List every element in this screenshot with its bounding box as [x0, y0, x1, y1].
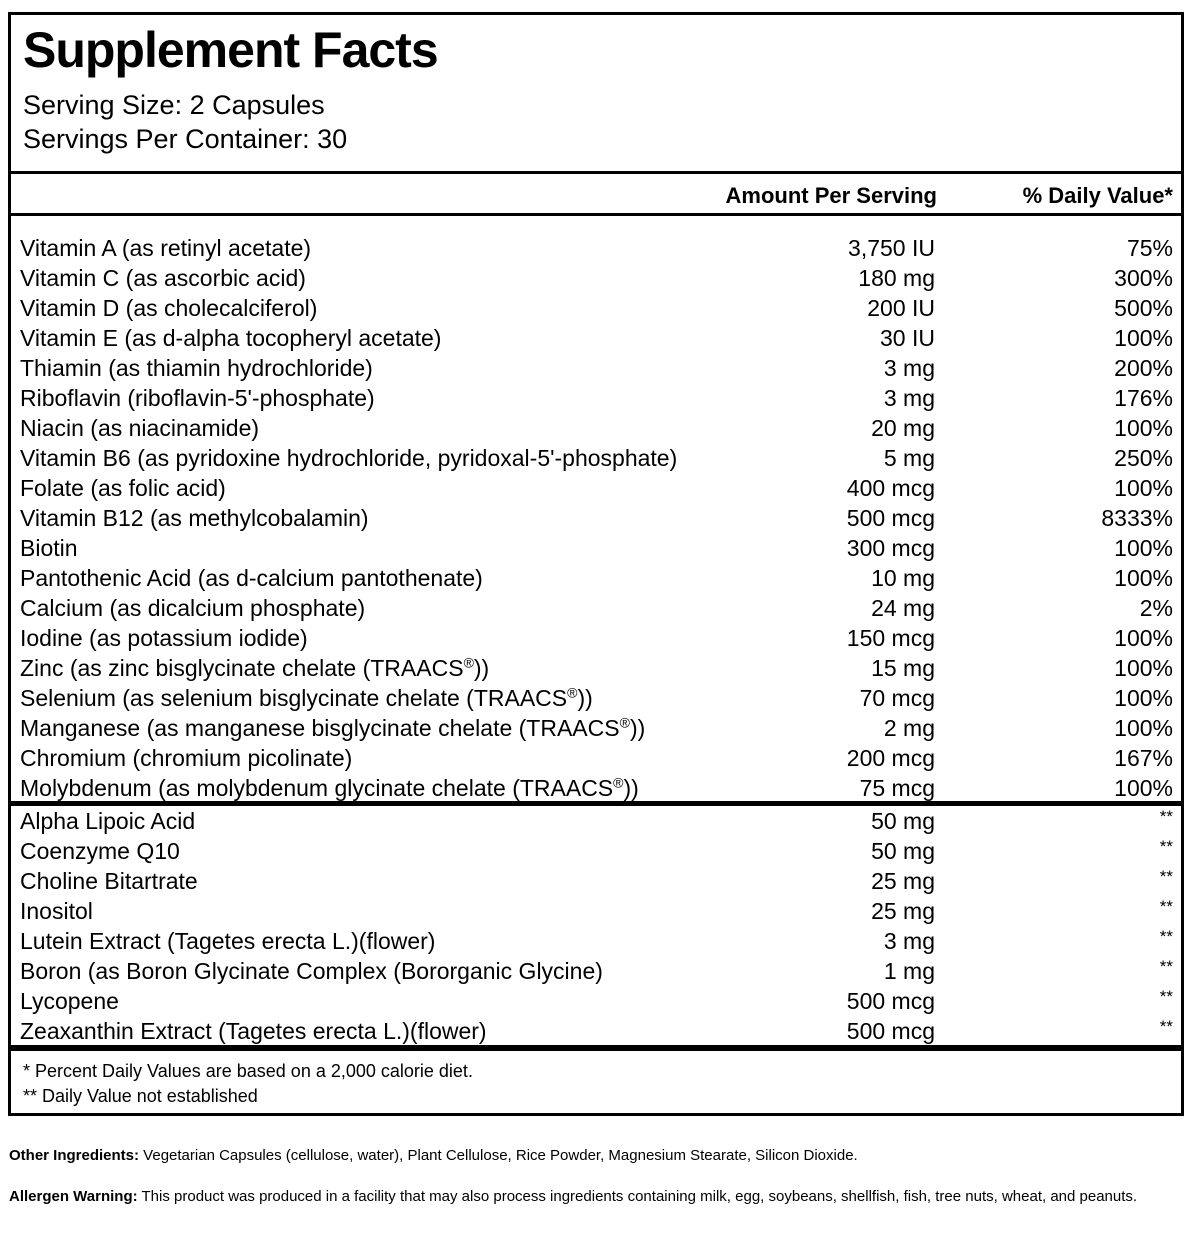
daily-value: 100% — [1114, 535, 1173, 561]
ingredient-name: Alpha Lipoic Acid — [20, 808, 196, 834]
ingredient-name: Zinc (as zinc bisglycinate chelate (TRAACS®)) — [20, 654, 490, 681]
amount-per-serving: 10 mg — [871, 565, 935, 591]
footnote-percent-dv: * Percent Daily Values are based on a 2,000 calorie diet. — [23, 1061, 473, 1081]
amount-per-serving: 20 mg — [871, 415, 935, 441]
ingredient-name: Inositol — [20, 898, 93, 924]
ingredient-name: Vitamin B6 (as pyridoxine hydrochloride, pyridoxal-5'-phosphate) — [20, 445, 678, 471]
daily-value-column-header: % Daily Value* — [1022, 183, 1173, 208]
amount-per-serving: 2 mg — [883, 715, 935, 741]
daily-value: 100% — [1114, 775, 1173, 801]
table-row — [11, 1016, 1181, 1046]
ingredient-name: Niacin (as niacinamide) — [20, 415, 260, 441]
amount-per-serving: 50 mg — [871, 838, 935, 864]
ingredient-name: Thiamin (as thiamin hydrochloride) — [20, 355, 373, 381]
other-ingredients-text: Vegetarian Capsules (cellulose, water), Plant Cellulose, Rice Powder, Magnesium Stearate, Silicon Dioxide. — [139, 1147, 858, 1164]
ingredient-name: Iodine (as potassium iodide) — [20, 625, 308, 651]
daily-value: 500% — [1114, 295, 1173, 321]
ingredient-name: Vitamin C (as ascorbic acid) — [20, 265, 306, 291]
amount-per-serving: 500 mcg — [846, 1018, 935, 1044]
serving-size: Serving Size: 2 Capsules — [23, 90, 325, 120]
ingredient-name: Selenium (as selenium bisglycinate chelate (TRAACS®)) — [20, 684, 593, 711]
other-ingredient-list — [11, 806, 1181, 1046]
amount-per-serving: 50 mg — [871, 808, 935, 834]
table-row — [11, 713, 1181, 743]
registered-mark: ® — [619, 714, 630, 731]
table-row — [11, 683, 1181, 713]
ingredient-name: Lycopene — [20, 988, 119, 1014]
table-row — [11, 533, 1181, 563]
daily-value: ** — [1159, 807, 1173, 826]
daily-value: ** — [1159, 867, 1173, 886]
daily-value: 100% — [1114, 715, 1173, 741]
ingredient-name: Vitamin E (as d-alpha tocopheryl acetate) — [20, 325, 442, 351]
header-divider — [11, 213, 1181, 216]
amount-per-serving: 200 mcg — [846, 745, 935, 771]
other-ingredients-label: Other Ingredients: — [9, 1147, 140, 1164]
ingredient-name: Vitamin B12 (as methylcobalamin) — [20, 505, 369, 531]
table-row — [11, 836, 1181, 866]
daily-value: 100% — [1114, 685, 1173, 711]
daily-value: 300% — [1114, 265, 1173, 291]
daily-value: 167% — [1114, 745, 1173, 771]
table-row — [11, 743, 1181, 773]
ingredient-name: Biotin — [20, 535, 78, 561]
ingredient-name: Choline Bitartrate — [20, 868, 198, 894]
ingredient-name: Chromium (chromium picolinate) — [20, 745, 353, 771]
amount-per-serving: 3 mg — [883, 355, 935, 381]
daily-value: 250% — [1114, 445, 1173, 471]
amount-per-serving: 500 mcg — [846, 505, 935, 531]
amount-per-serving: 70 mcg — [859, 685, 935, 711]
amount-per-serving: 3,750 IU — [848, 235, 935, 261]
daily-value: 2% — [1139, 595, 1173, 621]
footnote-dv-not-established: ** Daily Value not established — [23, 1086, 258, 1106]
table-row — [11, 806, 1181, 836]
daily-value: ** — [1159, 957, 1173, 976]
ingredient-name: Zeaxanthin Extract (Tagetes erecta L.)(flower) — [20, 1018, 487, 1044]
amount-per-serving: 3 mg — [883, 928, 935, 954]
daily-value: 100% — [1114, 325, 1173, 351]
table-row — [11, 866, 1181, 896]
ingredient-name: Calcium (as dicalcium phosphate) — [20, 595, 366, 621]
daily-value: 100% — [1114, 655, 1173, 681]
amount-per-serving: 500 mcg — [846, 988, 935, 1014]
daily-value: ** — [1159, 837, 1173, 856]
other-ingredients — [9, 1145, 1189, 1166]
table-row — [11, 263, 1181, 293]
daily-value: 100% — [1114, 475, 1173, 501]
amount-per-serving: 200 IU — [867, 295, 935, 321]
table-row — [11, 383, 1181, 413]
ingredient-name: Lutein Extract (Tagetes erecta L.)(flower) — [20, 928, 436, 954]
amount-per-serving: 400 mcg — [846, 475, 935, 501]
daily-value: ** — [1159, 927, 1173, 946]
ingredient-name: Folate (as folic acid) — [20, 475, 226, 501]
table-row — [11, 563, 1181, 593]
footnote-divider — [11, 1045, 1181, 1051]
allergen-warning-text: This product was produced in a facility that may also process ingredients containing milk, egg, soybeans, shellfish, fish, tree nuts, wheat, and peanuts. — [137, 1188, 1138, 1205]
ingredient-name: Coenzyme Q10 — [20, 838, 180, 864]
panel-title: Supplement Facts — [23, 22, 438, 78]
amount-per-serving: 180 mg — [858, 265, 935, 291]
table-row — [11, 323, 1181, 353]
table-row — [11, 413, 1181, 443]
nutrient-list — [11, 233, 1181, 803]
daily-value: 100% — [1114, 415, 1173, 441]
amount-per-serving: 300 mcg — [846, 535, 935, 561]
amount-per-serving: 25 mg — [871, 898, 935, 924]
table-row — [11, 503, 1181, 533]
ingredient-name: Vitamin A (as retinyl acetate) — [20, 235, 312, 261]
ingredient-name: Boron (as Boron Glycinate Complex (Bororganic Glycine) — [20, 958, 603, 984]
servings-per-container: Servings Per Container: 30 — [23, 124, 348, 154]
daily-value: 100% — [1114, 565, 1173, 591]
daily-value: 176% — [1114, 385, 1173, 411]
table-row — [11, 593, 1181, 623]
amount-per-serving: 24 mg — [871, 595, 935, 621]
amount-per-serving: 150 mcg — [846, 625, 935, 651]
supplement-facts-panel — [8, 12, 1184, 1116]
table-row — [11, 443, 1181, 473]
ingredient-name: Vitamin D (as cholecalciferol) — [20, 295, 318, 321]
allergen-warning-label: Allergen Warning: — [9, 1188, 138, 1205]
table-row — [11, 986, 1181, 1016]
table-row — [11, 896, 1181, 926]
daily-value: 100% — [1114, 625, 1173, 651]
daily-value: 200% — [1114, 355, 1173, 381]
amount-per-serving: 75 mcg — [859, 775, 935, 801]
registered-mark: ® — [567, 684, 578, 701]
amount-column-header: Amount Per Serving — [725, 183, 937, 208]
ingredient-name: Riboflavin (riboflavin-5'-phosphate) — [20, 385, 375, 411]
daily-value: 75% — [1126, 235, 1173, 261]
table-row — [11, 653, 1181, 683]
daily-value: ** — [1159, 987, 1173, 1006]
registered-mark: ® — [613, 774, 624, 791]
amount-per-serving: 3 mg — [883, 385, 935, 411]
daily-value: 8333% — [1101, 505, 1173, 531]
daily-value: ** — [1159, 897, 1173, 916]
amount-per-serving: 15 mg — [871, 655, 935, 681]
table-row — [11, 233, 1181, 263]
ingredient-name: Molybdenum (as molybdenum glycinate chelate (TRAACS®)) — [20, 774, 639, 801]
amount-per-serving: 25 mg — [871, 868, 935, 894]
ingredient-name: Pantothenic Acid (as d-calcium pantothenate) — [20, 565, 483, 591]
allergen-warning — [9, 1186, 1189, 1207]
table-row — [11, 623, 1181, 653]
table-row — [11, 956, 1181, 986]
ingredient-name: Manganese (as manganese bisglycinate chelate (TRAACS®)) — [20, 714, 646, 741]
amount-per-serving: 5 mg — [883, 445, 935, 471]
daily-value: ** — [1159, 1017, 1173, 1036]
table-row — [11, 926, 1181, 956]
table-row — [11, 473, 1181, 503]
table-row — [11, 353, 1181, 383]
amount-per-serving: 1 mg — [883, 958, 935, 984]
table-row — [11, 293, 1181, 323]
thick-divider — [11, 171, 1181, 174]
table-row — [11, 773, 1181, 803]
registered-mark: ® — [463, 654, 474, 671]
amount-per-serving: 30 IU — [880, 325, 935, 351]
